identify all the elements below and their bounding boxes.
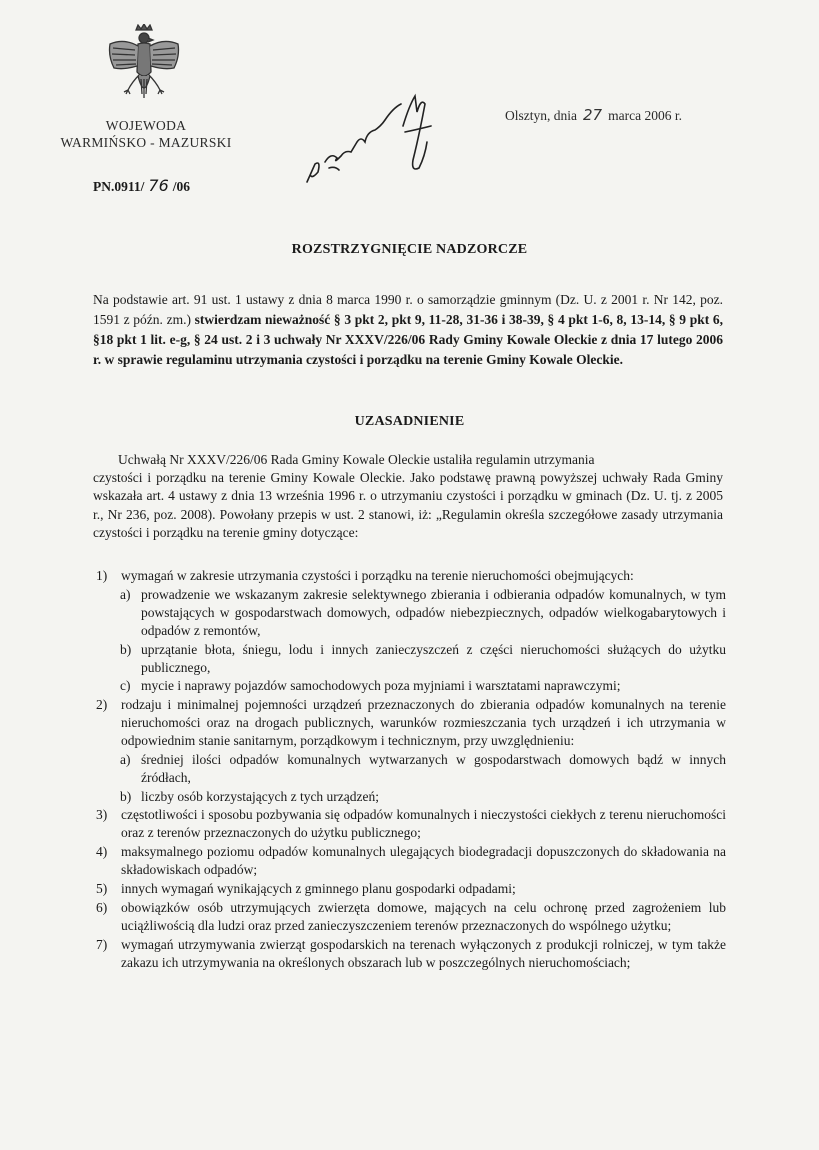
list-item-number: 2) [96, 696, 108, 712]
list-subitem-text: średniej ilości odpadów komunalnych wytwarzanych w gospodarstwach domowych bądź w innych źródłach, [141, 751, 726, 786]
place-date-suffix: marca 2006 r. [608, 108, 682, 123]
list-subitem-letter: b) [120, 641, 132, 657]
list-item-text: częstotliwości i sposobu pozbywania się odpadów komunalnych i nieczystości ciekłych z terenu nieruchomości oraz z terenów przeznaczonych do użytku publicznego; [121, 806, 726, 841]
list-item [96, 696, 726, 751]
decision-plain: Na podstawie art. 91 ust. 1 ustawy z dnia 8 marca 1990 r. o samorządzie gminnym (Dz. U. z 2001 r. Nr 142, poz. 1591 z późn. zm.) [93, 292, 723, 327]
list-subitem [96, 751, 726, 788]
list-subitem-text: prowadzenie we wskazanym zakresie selektywnego zbierania i odbierania odpadów komunalnych, w tym powstających w gospodarstwach domowych, odpadów niebezpiecznych, odpadów wielkogabarytowych i odpadów z remontów, [141, 586, 726, 639]
eagle-emblem-icon [104, 24, 184, 112]
justification-intro-rest: czystości i porządku na terenie Gminy Kowale Oleckie. Jako podstawę prawną powyższej uchwały Rada Gminy wskazała art. 4 ustawy z dnia 13 września 1996 r. o utrzymaniu czystości i porządku w gminach (Dz. U. tj. z 2005 r., Nr 236, poz. 2008). Powołany przepis w ust. 2 stanowi, iż: „Regulamin określa szczegółowe zasady utrzymania czystości i porządku na terenie gminy dotyczące: [93, 470, 723, 540]
list-subitem [96, 586, 726, 641]
justification-title: UZASADNIENIE [354, 414, 465, 429]
justification-intro-first: Uchwałą Nr XXXV/226/06 Rada Gminy Kowale Oleckie ustaliła regulamin utrzymania [118, 452, 595, 467]
ref-prefix: PN.0911/ [93, 179, 145, 194]
list-item-number: 7) [96, 936, 108, 952]
document-title: ROZSTRZYGNIĘCIE NADZORCZE [291, 242, 528, 257]
list-subitem [96, 641, 726, 678]
list-item-text: obowiązków osób utrzymujących zwierzęta domowe, mających na celu ochronę przed zagrożeniem lub uciążliwością dla ludzi oraz przed zanieczyszczeniem terenów przeznaczonych do wspólnego użytku; [121, 899, 726, 934]
office-line2: WARMIŃSKO - MAZURSKI [60, 135, 232, 150]
list-subitem-letter: a) [120, 586, 131, 602]
requirements-list [96, 567, 726, 973]
list-item-text: maksymalnego poziomu odpadów komunalnych ulegających biodegradacji dopuszczonych do składowania na składowiskach odpadów; [121, 843, 726, 878]
list-item-text: innych wymagań wynikających z gminnego planu gospodarki odpadami; [121, 881, 516, 897]
place-date [505, 106, 682, 124]
list-subitem-letter: c) [120, 678, 131, 694]
list-subitem-text: liczby osób korzystających z tych urządzeń; [141, 788, 380, 804]
office-name [40, 117, 252, 151]
list-item [96, 843, 726, 880]
list-item [96, 936, 726, 973]
place-date-day: 27 [583, 106, 603, 124]
list-item-number: 1) [96, 568, 108, 583]
list-item-number: 4) [96, 843, 108, 859]
list-item [96, 880, 726, 898]
list-subitem [96, 788, 726, 806]
justification-intro [118, 451, 723, 469]
list-item-text: wymagań w zakresie utrzymania czystości i porządku na terenie nieruchomości obejmujących: [121, 568, 634, 583]
place-date-prefix: Olsztyn, dnia [505, 108, 577, 123]
handwritten-signature [285, 86, 445, 200]
list-subitem-letter: b) [120, 788, 132, 804]
list-subitem [96, 677, 726, 695]
list-item-number: 5) [96, 881, 108, 897]
list-item-text: rodzaju i minimalnej pojemności urządzeń przeznaczonych do zbierania odpadów komunalnych na terenie nieruchomości oraz na drogach publicznych, warunków rozmieszczania tych urządzeń i ich utrzymania w odpowiednim stanie sanitarnym, porządkowym i technicznym, przy uwzględnieniu: [121, 696, 726, 749]
list-item-number: 6) [96, 899, 108, 915]
office-line1: WOJEWODA [105, 118, 187, 133]
list-item [96, 567, 726, 585]
list-item [96, 899, 726, 936]
ref-number: 76 [148, 176, 169, 195]
list-subitem-text: uprzątanie błota, śniegu, lodu i innych zanieczyszczeń z części nieruchomości służących do użytku publicznego, [141, 641, 726, 675]
list-item-text: wymagań utrzymywania zwierząt gospodarskich na terenach wyłączonych z produkcji rolniczej, w tym także zakazu ich utrzymywania na określonych obszarach lub w poszczególnych nieruchomościach; [121, 936, 726, 971]
reference-number [93, 176, 190, 195]
list-item-number: 3) [96, 806, 108, 822]
list-item [96, 806, 726, 843]
list-subitem-letter: a) [120, 751, 131, 767]
list-subitem-text: mycie i naprawy pojazdów samochodowych poza myjniami i warsztatami naprawczymi; [141, 678, 621, 694]
decision-paragraph [93, 290, 723, 370]
decision-bold: stwierdzam nieważność § 3 pkt 2, pkt 9, 11-28, 31-36 i 38-39, § 4 pkt 1-6, 8, 13-14, § 9 pkt 6, §18 pkt 1 lit. e-g, § 24 ust. 2 i 3 uchwały Nr XXXV/226/06 Rady Gminy Kowale Oleckie z dnia 17 lutego 2006 r. w sprawie regulaminu utrzymania czystości i porządku na terenie Gminy Kowale Oleckie. [93, 312, 723, 367]
ref-suffix: /06 [172, 179, 191, 194]
